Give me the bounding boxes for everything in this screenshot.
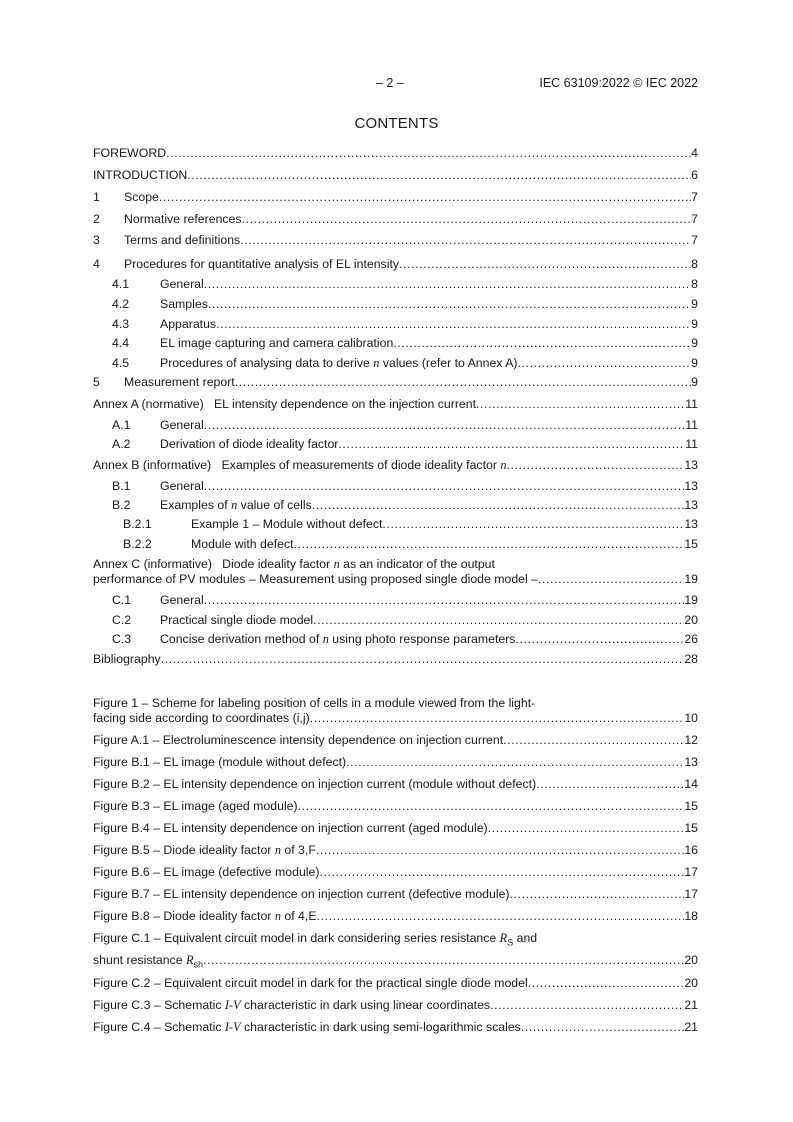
figure-entry-b-2[interactable]: Figure B.2 – EL intensity dependence on injection current (module without defect) ..... 14 (93, 777, 698, 792)
toc-entry-b-1[interactable]: B.1 General ..... 13 (93, 479, 698, 494)
toc-entry-b-2-2[interactable]: B.2.2 Module with defect ..... 15 (93, 537, 698, 552)
toc-entry-scope[interactable]: 1 Scope ..... 7 (93, 190, 698, 205)
toc-entry-annex-c[interactable]: Annex C (informative) Diode ideality factor n as an indicator of the output performance of PV modules – Measurement using proposed single diode model – ..... 19 (93, 557, 698, 587)
page-header (93, 76, 698, 92)
figure-entry-c-4[interactable]: Figure C.4 – Schematic I-V characteristic in dark using semi-logarithmic scales ..... 21 (93, 1020, 698, 1035)
toc-entry-4-4[interactable]: 4.4 EL image capturing and camera calibration ..... 9 (93, 336, 698, 351)
figure-entry-c-2[interactable]: Figure C.2 – Equivalent circuit model in dark for the practical single diode model ..... 20 (93, 976, 698, 991)
toc-entry-b-2-1[interactable]: B.2.1 Example 1 – Module without defect ..... 13 (93, 517, 698, 532)
toc-entry-introduction[interactable]: INTRODUCTION ..... 6 (93, 168, 698, 183)
figure-entry-a-1[interactable]: Figure A.1 – Electroluminescence intensity dependence on injection current ..... 12 (93, 733, 698, 748)
toc-entry-terms[interactable]: 3 Terms and definitions ..... 7 (93, 233, 698, 248)
document-reference: IEC 63109:2022 © IEC 2022 (539, 76, 698, 90)
figure-entry-b-5[interactable]: Figure B.5 – Diode ideality factor n of 3,F ..... 16 (93, 843, 698, 858)
toc-entry-c-1[interactable]: C.1 General ..... 19 (93, 593, 698, 608)
toc-entry-c-2[interactable]: C.2 Practical single diode model ..... 20 (93, 613, 698, 628)
toc-entry-4-3[interactable]: 4.3 Apparatus ..... 9 (93, 317, 698, 332)
page-number: – 2 – (376, 76, 404, 90)
toc-entry-a-1[interactable]: A.1 General ..... 11 (93, 418, 698, 433)
toc-entry-annex-a[interactable]: Annex A (normative) EL intensity dependence on the injection current ..... 11 (93, 397, 698, 412)
toc-entry-a-2[interactable]: A.2 Derivation of diode ideality factor ..... 11 (93, 437, 698, 452)
toc-entry-normative-references[interactable]: 2 Normative references ..... 7 (93, 212, 698, 227)
toc-entry-4-5[interactable]: 4.5 Procedures of analysing data to derive n values (refer to Annex A) ..... 9 (93, 356, 698, 371)
figure-entry-b-8[interactable]: Figure B.8 – Diode ideality factor n of 4,E ..... 18 (93, 909, 698, 924)
figure-entry-1[interactable]: Figure 1 – Scheme for labeling position of cells in a module viewed from the light- facing side according to coordinates (i,j) ..... 10 (93, 696, 698, 726)
toc-entry-bibliography[interactable]: Bibliography ..... 28 (93, 652, 698, 667)
toc-entry-measurement-report[interactable]: 5 Measurement report ..... 9 (93, 375, 698, 390)
toc-entry-c-3[interactable]: C.3 Concise derivation method of n using photo response parameters ..... 26 (93, 632, 698, 647)
figure-entry-b-4[interactable]: Figure B.4 – EL intensity dependence on injection current (aged module) ..... 15 (93, 821, 698, 836)
toc-entry-b-2[interactable]: B.2 Examples of n value of cells ..... 13 (93, 498, 698, 513)
toc-entry-4-2[interactable]: 4.2 Samples ..... 9 (93, 297, 698, 312)
figure-entry-c-1[interactable]: Figure C.1 – Equivalent circuit model in dark considering series resistance $R_S$ and shunt resistance $R_{sh}$ ..... 20 (93, 931, 698, 973)
toc-entry-procedures[interactable]: 4 Procedures for quantitative analysis of EL intensity ..... 8 (93, 257, 698, 272)
figure-entry-b-6[interactable]: Figure B.6 – EL image (defective module) ..... 17 (93, 865, 698, 880)
page-title: CONTENTS (354, 115, 439, 132)
figure-entry-c-3[interactable]: Figure C.3 – Schematic I-V characteristic in dark using linear coordinates ..... 21 (93, 998, 698, 1013)
figure-entry-b-3[interactable]: Figure B.3 – EL image (aged module) ..... 15 (93, 799, 698, 814)
figure-entry-b-1[interactable]: Figure B.1 – EL image (module without defect) ..... 13 (93, 755, 698, 770)
toc-entry-annex-b[interactable]: Annex B (informative) Examples of measurements of diode ideality factor n ..... 13 (93, 458, 698, 473)
toc-entry-4-1[interactable]: 4.1 General ..... 8 (93, 277, 698, 292)
toc-entry-foreword[interactable]: FOREWORD ..... 4 (93, 146, 698, 161)
figure-entry-b-7[interactable]: Figure B.7 – EL intensity dependence on injection current (defective module) ..... 17 (93, 887, 698, 902)
